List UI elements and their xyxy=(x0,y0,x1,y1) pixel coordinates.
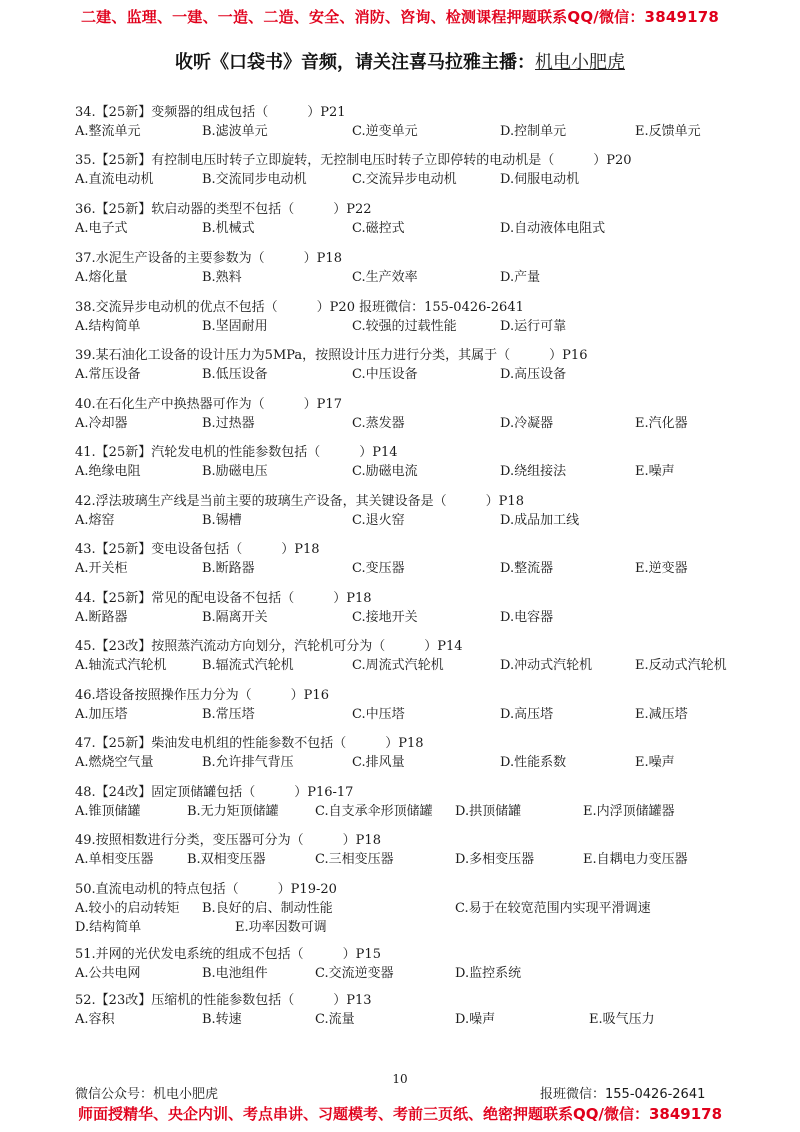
option-b: B.断路器 xyxy=(202,561,255,576)
option-a: A.熔窑 xyxy=(75,513,115,528)
option-c: C.交流异步电动机 xyxy=(352,172,457,187)
option-d: D.噪声 xyxy=(455,1012,496,1027)
option-d: D.性能系数 xyxy=(500,755,567,770)
question-item xyxy=(75,831,735,869)
question-stem: 50.直流电动机的特点包括（ ）P19-20 xyxy=(75,882,337,897)
option-a: A.轴流式汽轮机 xyxy=(75,658,167,673)
host-name-link[interactable]: 机电小肥虎 xyxy=(535,52,625,73)
question-item xyxy=(75,540,735,578)
option-a: A.开关柜 xyxy=(75,561,128,576)
option-e: E.反动式汽轮机 xyxy=(635,658,727,673)
option-b: B.锡槽 xyxy=(202,513,242,528)
option-b: B.机械式 xyxy=(202,221,255,236)
option-b: B.隔离开关 xyxy=(202,610,268,625)
footer-wechat-account: 微信公众号：机电小肥虎 xyxy=(75,1087,219,1102)
option-c: C.励磁电流 xyxy=(352,464,418,479)
option-a: A.较小的启动转矩 xyxy=(75,901,180,916)
question-item xyxy=(75,991,735,1029)
option-c: C.易于在较宽范围内实现平滑调速 xyxy=(455,901,651,916)
question-item xyxy=(75,589,735,627)
option-d: D.自动液体电阻式 xyxy=(500,221,606,236)
option-b: B.允许排气背压 xyxy=(202,755,294,770)
bottom-banner: 师面授精华、央企内训、考点串讲、习题模考、考前三页纸、绝密押题联系QQ/微信：3849178 xyxy=(77,1105,723,1123)
option-c: C.中压塔 xyxy=(352,707,405,722)
page-number: 10 xyxy=(392,1072,408,1086)
option-a: A.熔化量 xyxy=(75,270,128,285)
question-stem: 46.塔设备按照操作压力分为（ ）P16 xyxy=(75,688,329,703)
option-d: D.监控系统 xyxy=(455,966,522,981)
option-c: C.接地开关 xyxy=(352,610,418,625)
option-a: A.锥顶储罐 xyxy=(75,804,141,819)
option-a: A.常压设备 xyxy=(75,367,141,382)
option-a: A.电子式 xyxy=(75,221,128,236)
question-stem: 36.【25新】软启动器的类型不包括（ ）P22 xyxy=(75,202,372,217)
question-stem: 48.【24改】固定顶储罐包括（ ）P16-17 xyxy=(75,785,354,800)
option-e: E.噪声 xyxy=(635,464,675,479)
question-stem: 39.某石油化工设备的设计压力为5MPa，按照设计压力进行分类，其属于（ ）P16 xyxy=(75,348,588,363)
question-item xyxy=(75,103,735,141)
option-c: C.排风量 xyxy=(352,755,405,770)
option-e: E.内浮顶储罐器 xyxy=(583,804,675,819)
option-b: B.滤波单元 xyxy=(202,124,268,139)
option-e: E.减压塔 xyxy=(635,707,688,722)
question-item xyxy=(75,298,735,336)
option-d: D.绕组接法 xyxy=(500,464,567,479)
option-c: C.交流逆变器 xyxy=(315,966,394,981)
option-d: D.结构简单 xyxy=(75,920,142,935)
option-b: B.辐流式汽轮机 xyxy=(202,658,294,673)
option-d: D.产量 xyxy=(500,270,541,285)
question-item xyxy=(75,637,735,675)
option-d: D.整流器 xyxy=(500,561,554,576)
option-d: D.高压设备 xyxy=(500,367,567,382)
question-item xyxy=(75,249,735,287)
option-b: B.过热器 xyxy=(202,416,255,431)
option-b: B.常压塔 xyxy=(202,707,255,722)
option-a: A.单相变压器 xyxy=(75,852,154,867)
question-stem: 52.【23改】压缩机的性能参数包括（ ）P13 xyxy=(75,993,372,1008)
option-e: E.吸气压力 xyxy=(589,1012,655,1027)
option-b: B.转速 xyxy=(202,1012,242,1027)
option-c: C.变压器 xyxy=(352,561,405,576)
option-e: E.功率因数可调 xyxy=(235,920,327,935)
question-item xyxy=(75,395,735,433)
question-item xyxy=(75,686,735,724)
option-a: A.燃烧空气量 xyxy=(75,755,154,770)
question-item xyxy=(75,945,735,983)
option-c: C.三相变压器 xyxy=(315,852,394,867)
option-d: D.运行可靠 xyxy=(500,319,567,334)
question-stem: 43.【25新】变电设备包括（ ）P18 xyxy=(75,542,320,557)
option-a: A.加压塔 xyxy=(75,707,128,722)
option-b: B.低压设备 xyxy=(202,367,268,382)
option-c: C.中压设备 xyxy=(352,367,418,382)
question-stem: 38.交流异步电动机的优点不包括（ ）P20 报班微信：155-0426-2641 xyxy=(75,300,524,315)
question-item xyxy=(75,880,735,937)
question-stem: 51.并网的光伏发电系统的组成不包括（ ）P15 xyxy=(75,947,381,962)
question-item xyxy=(75,443,735,481)
option-b: B.电池组件 xyxy=(202,966,268,981)
option-d: D.成品加工线 xyxy=(500,513,580,528)
question-stem: 41.【25新】汽轮发电机的性能参数包括（ ）P14 xyxy=(75,445,398,460)
question-stem: 35.【25新】有控制电压时转子立即旋转，无控制电压时转子立即停转的电动机是（ ）P20 xyxy=(75,153,632,168)
question-stem: 42.浮法玻璃生产线是当前主要的玻璃生产设备，其关键设备是（ ）P18 xyxy=(75,494,524,509)
option-b: B.励磁电压 xyxy=(202,464,268,479)
question-stem: 37.水泥生产设备的主要参数为（ ）P18 xyxy=(75,251,342,266)
top-banner: 二建、监理、一建、一造、二造、安全、消防、咨询、检测课程押题联系QQ/微信：3849178 xyxy=(80,8,720,26)
option-d: D.冷凝器 xyxy=(500,416,554,431)
option-b: B.双相变压器 xyxy=(187,852,266,867)
question-stem: 49.按照相数进行分类，变压器可分为（ ）P18 xyxy=(75,833,381,848)
option-c: C.周流式汽轮机 xyxy=(352,658,444,673)
option-d: D.电容器 xyxy=(500,610,554,625)
option-a: A.容积 xyxy=(75,1012,115,1027)
subtitle-prefix: 收听《口袋书》音频，请关注喜马拉雅主播： xyxy=(175,52,535,73)
option-d: D.高压塔 xyxy=(500,707,554,722)
question-item xyxy=(75,200,735,238)
option-a: A.断路器 xyxy=(75,610,128,625)
option-b: B.无力矩顶储罐 xyxy=(187,804,279,819)
question-stem: 34.【25新】变频器的组成包括（ ）P21 xyxy=(75,105,346,120)
option-a: A.整流单元 xyxy=(75,124,141,139)
option-e: E.汽化器 xyxy=(635,416,688,431)
option-d: D.伺服电动机 xyxy=(500,172,580,187)
option-c: C.生产效率 xyxy=(352,270,418,285)
option-c: C.蒸发器 xyxy=(352,416,405,431)
option-e: E.反馈单元 xyxy=(635,124,701,139)
option-a: A.绝缘电阻 xyxy=(75,464,141,479)
option-c: C.退火窑 xyxy=(352,513,405,528)
option-a: A.冷却器 xyxy=(75,416,128,431)
option-b: B.交流同步电动机 xyxy=(202,172,307,187)
question-item xyxy=(75,151,735,189)
question-item xyxy=(75,783,735,821)
option-b: B.良好的启、制动性能 xyxy=(202,901,333,916)
option-d: D.冲动式汽轮机 xyxy=(500,658,593,673)
question-item xyxy=(75,346,735,384)
footer-contact: 报班微信：155-0426-2641 xyxy=(540,1087,706,1102)
option-a: A.结构简单 xyxy=(75,319,141,334)
question-item xyxy=(75,492,735,530)
option-e: E.噪声 xyxy=(635,755,675,770)
question-stem: 44.【25新】常见的配电设备不包括（ ）P18 xyxy=(75,591,372,606)
option-c: C.较强的过载性能 xyxy=(352,319,457,334)
option-c: C.磁控式 xyxy=(352,221,405,236)
option-b: B.坚固耐用 xyxy=(202,319,268,334)
option-a: A.直流电动机 xyxy=(75,172,154,187)
option-d: D.多相变压器 xyxy=(455,852,535,867)
option-d: D.控制单元 xyxy=(500,124,567,139)
question-stem: 40.在石化生产中换热器可作为（ ）P17 xyxy=(75,397,342,412)
option-c: C.自支承伞形顶储罐 xyxy=(315,804,433,819)
option-e: E.逆变器 xyxy=(635,561,688,576)
question-stem: 45.【23改】按照蒸汽流动方向划分，汽轮机可分为（ ）P14 xyxy=(75,639,463,654)
subtitle xyxy=(0,48,800,74)
option-a: A.公共电网 xyxy=(75,966,141,981)
option-c: C.逆变单元 xyxy=(352,124,418,139)
question-item xyxy=(75,734,735,772)
option-c: C.流量 xyxy=(315,1012,355,1027)
option-b: B.熟料 xyxy=(202,270,242,285)
option-e: E.自耦电力变压器 xyxy=(583,852,688,867)
question-stem: 47.【25新】柴油发电机组的性能参数不包括（ ）P18 xyxy=(75,736,424,751)
option-d: D.拱顶储罐 xyxy=(455,804,522,819)
